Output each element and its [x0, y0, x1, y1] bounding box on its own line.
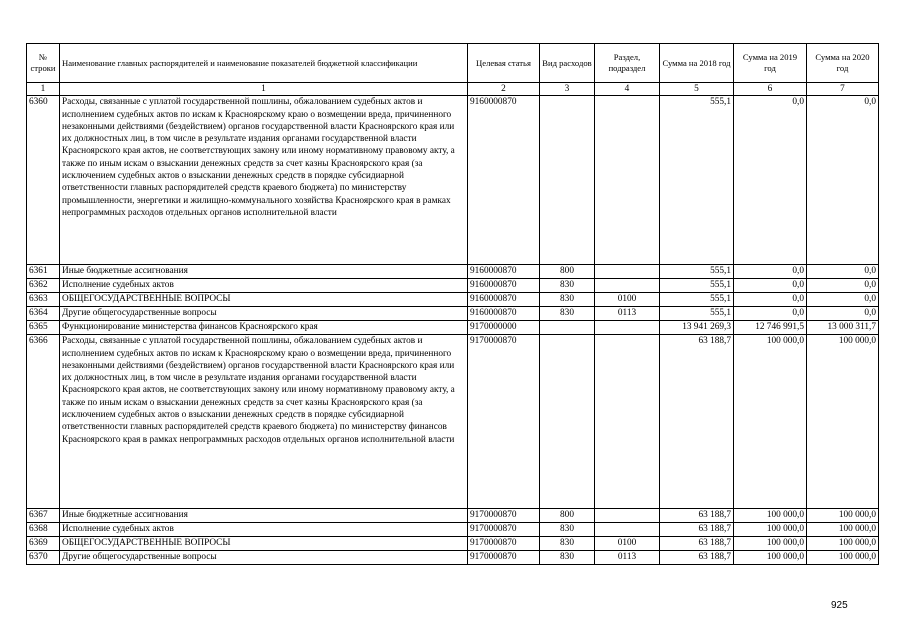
header-expense-type: Вид расходов: [540, 44, 595, 83]
row-sum-2019: 100 000,0: [734, 509, 807, 523]
row-name: Функционирование министерства финансов Красноярского края: [60, 321, 468, 335]
row-target-article: 9170000870: [468, 551, 540, 565]
row-sum-2020: 100 000,0: [807, 523, 879, 537]
row-number: 6370: [27, 551, 60, 565]
row-section: 0100: [595, 293, 660, 307]
row-sum-2018: 63 188,7: [660, 335, 734, 509]
row-number: 6364: [27, 307, 60, 321]
index-cell: 4: [595, 83, 660, 96]
table-row: [27, 321, 879, 335]
row-section: [595, 96, 660, 265]
row-expense-type: 830: [540, 551, 595, 565]
page-number: 925: [831, 600, 848, 611]
row-sum-2018: 63 188,7: [660, 551, 734, 565]
header-section: Раздел, подраздел: [595, 44, 660, 83]
index-cell: 3: [540, 83, 595, 96]
row-target-article: 9160000870: [468, 293, 540, 307]
row-name: Исполнение судебных актов: [60, 279, 468, 293]
row-name: Другие общегосударственные вопросы: [60, 307, 468, 321]
row-target-article: 9170000870: [468, 537, 540, 551]
row-sum-2019: 12 746 991,5: [734, 321, 807, 335]
row-section: [595, 335, 660, 509]
row-sum-2020: 0,0: [807, 96, 879, 265]
row-target-article: 9170000870: [468, 509, 540, 523]
row-target-article: 9160000870: [468, 265, 540, 279]
row-number: 6362: [27, 279, 60, 293]
row-number: 6361: [27, 265, 60, 279]
table-row: [27, 551, 879, 565]
row-sum-2018: 555,1: [660, 279, 734, 293]
header-target-article: Целевая статья: [468, 44, 540, 83]
table-row: [27, 523, 879, 537]
row-section: [595, 265, 660, 279]
index-cell: 2: [468, 83, 540, 96]
row-section: [595, 321, 660, 335]
row-section: [595, 523, 660, 537]
row-target-article: 9170000870: [468, 523, 540, 537]
row-sum-2020: 0,0: [807, 307, 879, 321]
row-sum-2020: 13 000 311,7: [807, 321, 879, 335]
row-sum-2020: 100 000,0: [807, 335, 879, 509]
index-cell: 1: [27, 83, 60, 96]
row-target-article: 9160000870: [468, 279, 540, 293]
table-row: [27, 537, 879, 551]
row-target-article: 9160000870: [468, 307, 540, 321]
index-cell: 1: [60, 83, 468, 96]
row-name: Расходы, связанные с уплатой государственной пошлины, обжалованием судебных актов и исполнением судебных актов по искам к Красноярскому краю о возмещении вреда, причиненного незаконными действиями (бездействием) органов государственной власти Красноярского края или их должностных лиц, в том числе в результате издания органами государственной власти Красноярского края актов, не соответствующих закону или иному нормативному правовому акту, а также по иным искам о взыскании денежных средств за счет казны Красноярского края (за исключением судебных актов о взыскании денежных средств в порядке субсидиарной ответственности главных распорядителей средств краевого бюджета) по министерству финансов Красноярского края в рамках непрограммных расходов отдельных органов исполнительной власти: [60, 335, 468, 509]
row-sum-2020: 100 000,0: [807, 509, 879, 523]
row-sum-2020: 0,0: [807, 293, 879, 307]
index-cell: 7: [807, 83, 879, 96]
row-expense-type: 830: [540, 293, 595, 307]
row-sum-2020: 0,0: [807, 279, 879, 293]
row-expense-type: 800: [540, 265, 595, 279]
row-sum-2019: 100 000,0: [734, 335, 807, 509]
table-row: [27, 293, 879, 307]
row-sum-2019: 100 000,0: [734, 523, 807, 537]
row-expense-type: 830: [540, 307, 595, 321]
table-row: [27, 509, 879, 523]
row-sum-2020: 100 000,0: [807, 537, 879, 551]
row-sum-2020: 0,0: [807, 265, 879, 279]
row-name: Иные бюджетные ассигнования: [60, 509, 468, 523]
row-sum-2018: 63 188,7: [660, 509, 734, 523]
row-target-article: 9170000000: [468, 321, 540, 335]
row-section: [595, 279, 660, 293]
row-sum-2018: 13 941 269,3: [660, 321, 734, 335]
row-section: 0113: [595, 551, 660, 565]
row-number: 6367: [27, 509, 60, 523]
row-name: Иные бюджетные ассигнования: [60, 265, 468, 279]
row-sum-2019: 0,0: [734, 279, 807, 293]
row-sum-2018: 555,1: [660, 265, 734, 279]
row-name: Другие общегосударственные вопросы: [60, 551, 468, 565]
row-name: Расходы, связанные с уплатой государственной пошлины, обжалованием судебных актов и исполнением судебных актов по искам к Красноярскому краю о возмещении вреда, причиненного незаконными действиями (бездействием) органов государственной власти Красноярского края или их должностных лиц, в том числе в результате издания органами государственной власти Красноярского края актов, не соответствующих закону или иному нормативному правовому акту, а также по иным искам о взыскании денежных средств за счет казны Красноярского края (за исключением судебных актов о взыскании денежных средств в порядке субсидиарной ответственности главных распорядителей средств краевого бюджета) по министерству промышленности, энергетики и жилищно-коммунального хозяйства Красноярского края в рамках непрограммных расходов отдельных органов исполнительной власти: [60, 96, 468, 265]
row-section: [595, 509, 660, 523]
header-name: Наименование главных распорядителей и наименование показателей бюджетной классификации: [60, 44, 468, 83]
row-number: 6363: [27, 293, 60, 307]
row-sum-2019: 100 000,0: [734, 551, 807, 565]
row-sum-2019: 0,0: [734, 307, 807, 321]
row-expense-type: 830: [540, 523, 595, 537]
row-target-article: 9170000870: [468, 335, 540, 509]
row-sum-2018: 555,1: [660, 96, 734, 265]
header-sum-2018: Сумма на 2018 год: [660, 44, 734, 83]
table-row: [27, 96, 879, 265]
row-sum-2018: 555,1: [660, 293, 734, 307]
row-sum-2018: 555,1: [660, 307, 734, 321]
table-row: [27, 307, 879, 321]
row-sum-2019: 0,0: [734, 96, 807, 265]
header-sum-2019: Сумма на 2019 год: [734, 44, 807, 83]
row-number: 6369: [27, 537, 60, 551]
row-number: 6366: [27, 335, 60, 509]
header-row-number: № строки: [27, 44, 60, 83]
row-number: 6360: [27, 96, 60, 265]
index-cell: 6: [734, 83, 807, 96]
row-target-article: 9160000870: [468, 96, 540, 265]
row-sum-2018: 63 188,7: [660, 523, 734, 537]
row-expense-type: 830: [540, 279, 595, 293]
row-expense-type: 830: [540, 537, 595, 551]
row-sum-2019: 100 000,0: [734, 537, 807, 551]
budget-table: [26, 43, 879, 565]
column-index-row: [27, 83, 879, 96]
row-name: Исполнение судебных актов: [60, 523, 468, 537]
table-row: [27, 279, 879, 293]
row-number: 6365: [27, 321, 60, 335]
table-row: [27, 335, 879, 509]
table-row: [27, 265, 879, 279]
row-number: 6368: [27, 523, 60, 537]
header-sum-2020: Сумма на 2020 год: [807, 44, 879, 83]
row-sum-2020: 100 000,0: [807, 551, 879, 565]
row-section: 0100: [595, 537, 660, 551]
row-sum-2018: 63 188,7: [660, 537, 734, 551]
row-expense-type: [540, 335, 595, 509]
table-header-row: [27, 44, 879, 83]
row-expense-type: [540, 96, 595, 265]
row-sum-2019: 0,0: [734, 293, 807, 307]
row-section: 0113: [595, 307, 660, 321]
index-cell: 5: [660, 83, 734, 96]
row-name: ОБЩЕГОСУДАРСТВЕННЫЕ ВОПРОСЫ: [60, 293, 468, 307]
row-expense-type: 800: [540, 509, 595, 523]
row-expense-type: [540, 321, 595, 335]
row-name: ОБЩЕГОСУДАРСТВЕННЫЕ ВОПРОСЫ: [60, 537, 468, 551]
row-sum-2019: 0,0: [734, 265, 807, 279]
